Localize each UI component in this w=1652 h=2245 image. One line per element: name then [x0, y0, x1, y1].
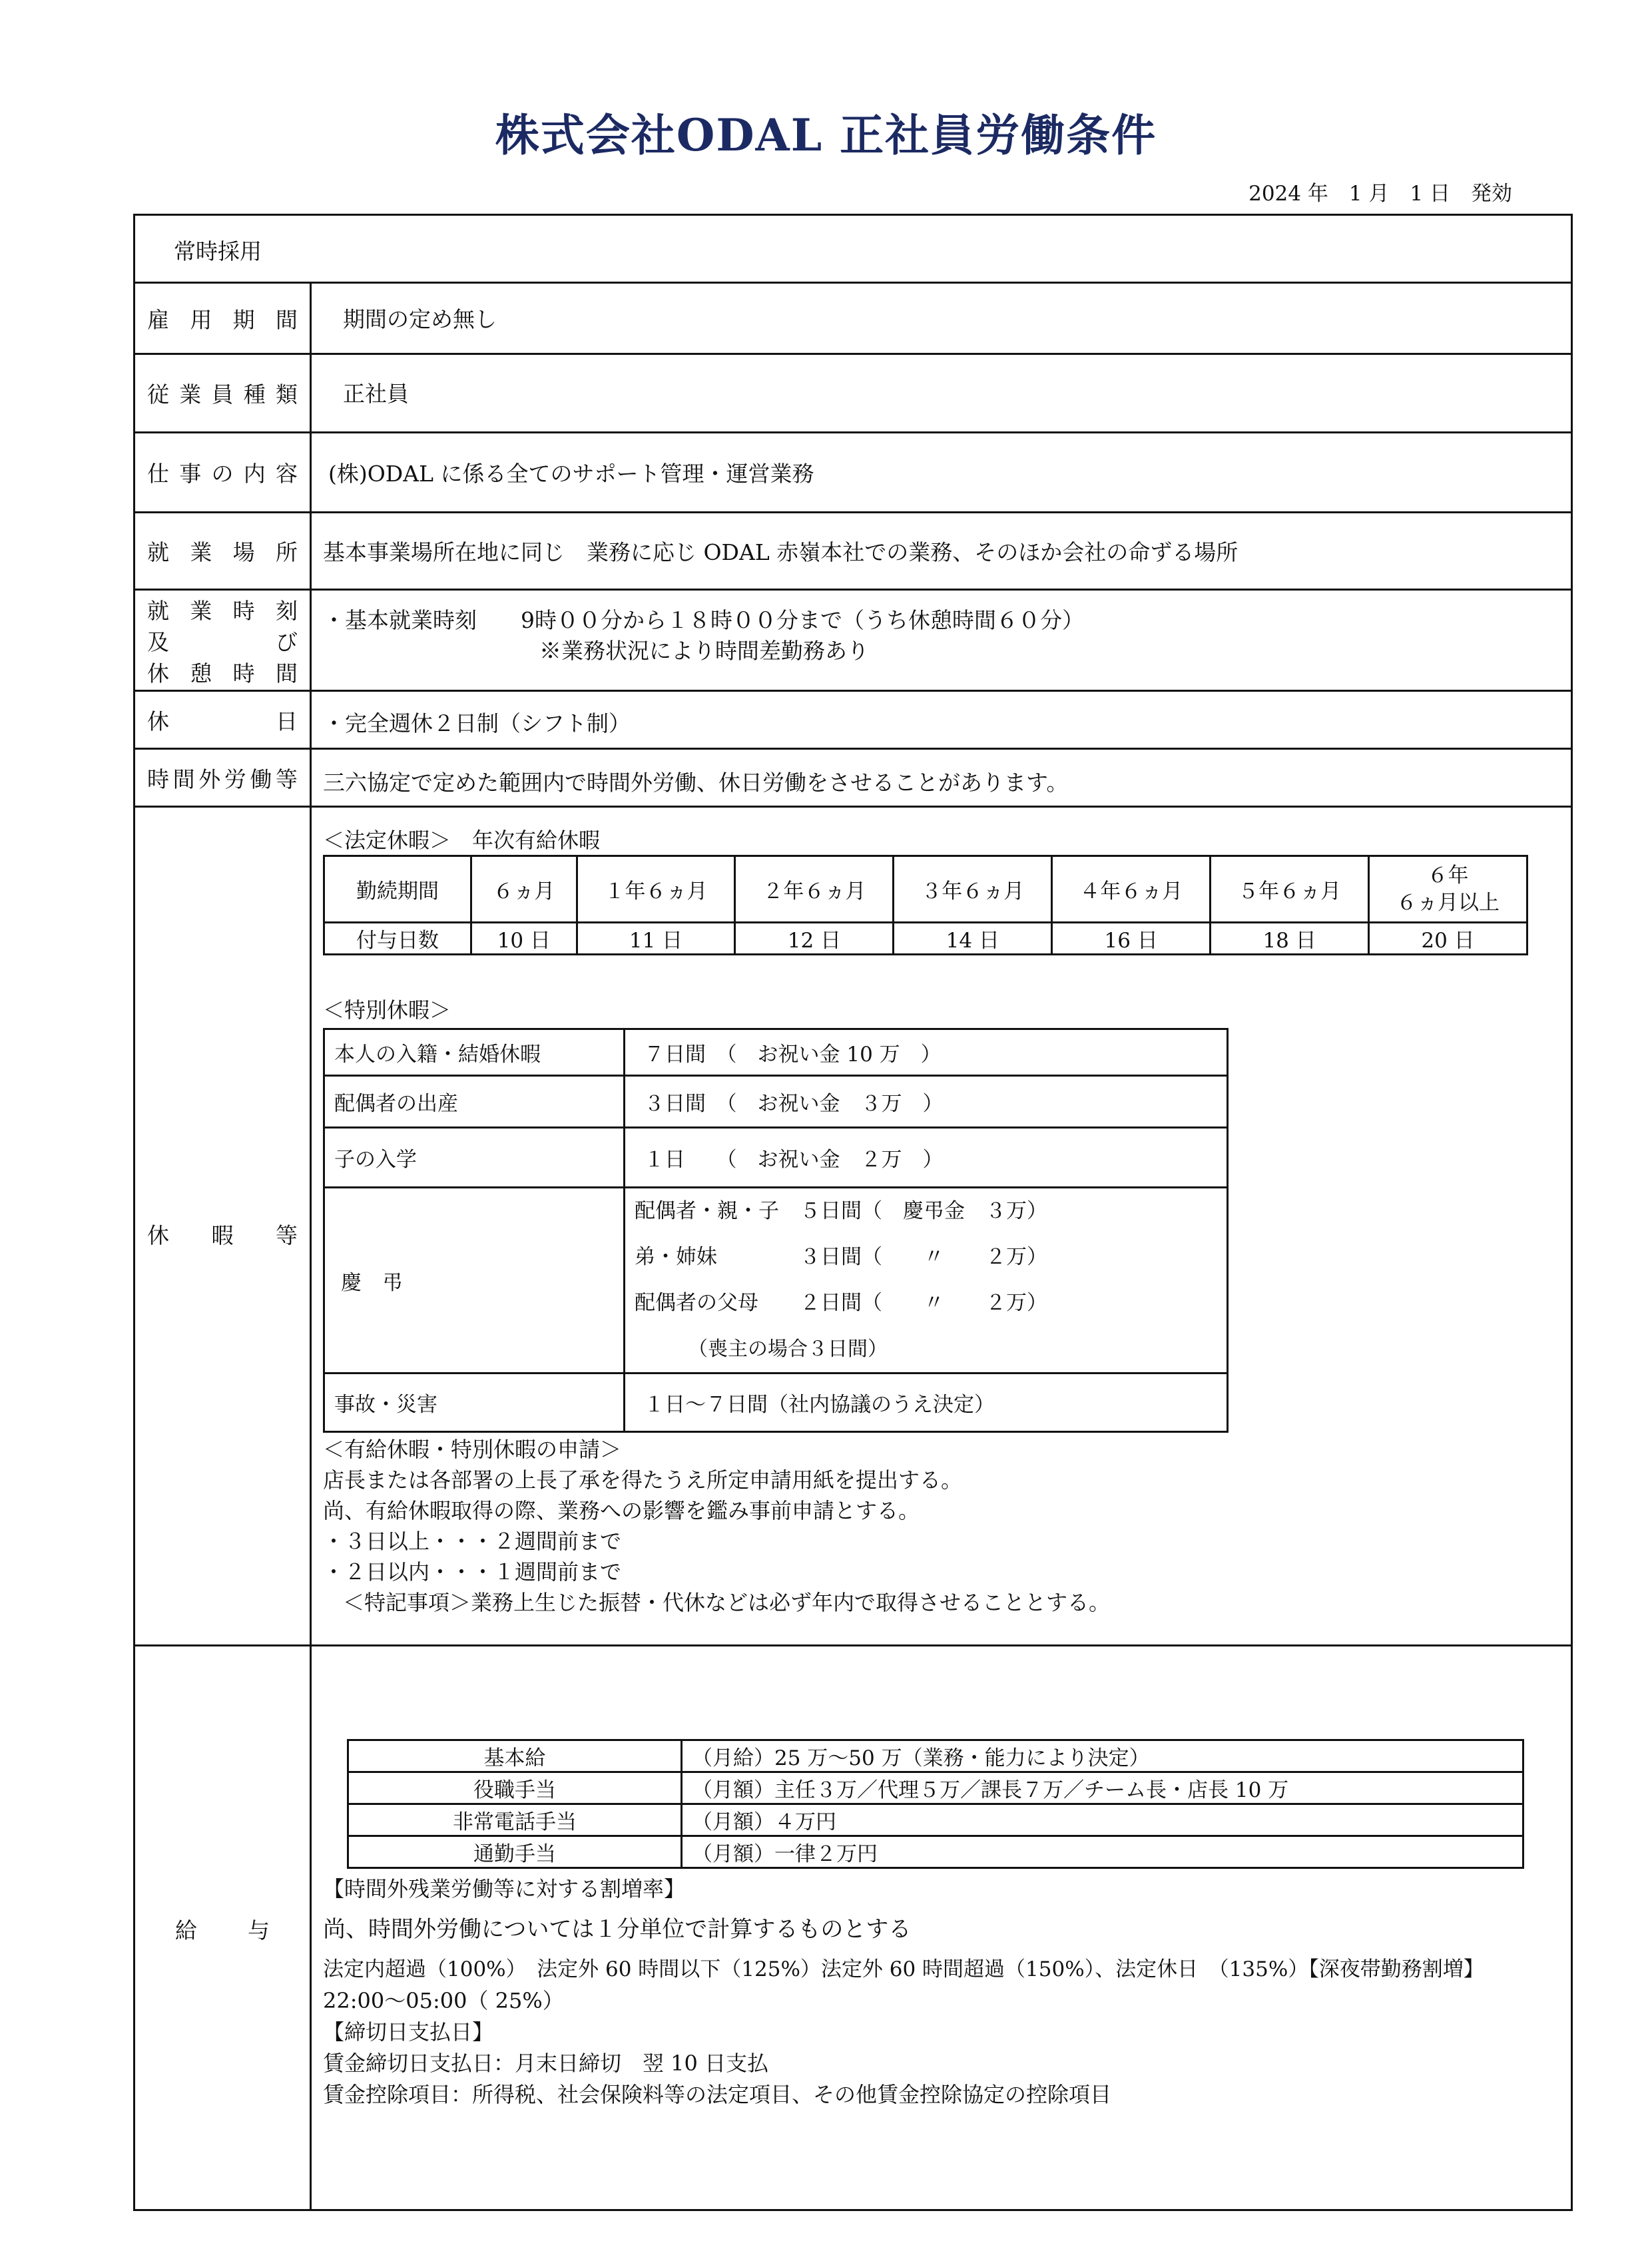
salary-note-heading: 【時間外残業労働等に対する割増率】 [323, 1876, 686, 1901]
annual-leave-days-header: 付与日数 [324, 923, 471, 955]
salary-item-detail: （月額）一律２万円 [682, 1836, 1523, 1868]
annual-leave-period: １年６ヵ月 [577, 856, 735, 923]
value-job-content: (株)ODAL に係る全てのサポート管理・運営業務 [328, 461, 814, 487]
special-leave-heading: ＜特別休暇＞ [323, 997, 451, 1023]
salary-table [347, 1739, 1524, 1869]
label-work-location: 就 業 場 所 [147, 539, 298, 565]
salary-note-line: 尚、時間外労働については１分単位で計算するものとする [323, 1916, 912, 1943]
salary-item-detail: （月額）４万円 [682, 1804, 1523, 1836]
row-divider [135, 690, 1571, 692]
value-work-location: 基本事業場所在地に同じ 業務に応じ ODAL 赤嶺本社での業務、そのほか会社の命ずる場所 [323, 539, 1239, 565]
row-divider [135, 353, 1571, 355]
leave-application-line: 尚、有給休暇取得の際、業務への影響を鑑み事前申請とする。 [323, 1498, 920, 1523]
leave-application-line: ・３日以上・・・２週間前まで [323, 1529, 622, 1554]
row-divider [135, 511, 1571, 513]
special-leave-name: 事故・災害 [324, 1373, 625, 1432]
condolence-line: 配偶者・親・子 ５日間（ 慶弔金 ３万） [635, 1199, 1047, 1223]
label-holidays: 休 日 [147, 708, 298, 734]
value-work-hours: ・基本就業時刻 9時００分から１８時００分まで（うち休憩時間６０分） [323, 607, 1084, 633]
leave-application-line: 店長または各部署の上長了承を得たうえ所定申請用紙を提出する。 [323, 1467, 963, 1493]
annual-leave-days: 16 日 [1052, 923, 1211, 955]
salary-item-name: 通勤手当 [348, 1836, 682, 1868]
value-overtime: 三六協定で定めた範囲内で時間外労働、休日労働をさせることがあります。 [323, 770, 1069, 796]
header-row-text: 常時採用 [174, 238, 262, 264]
special-leave-detail: １日 （ お祝い金 ２万 ） [625, 1128, 1228, 1188]
condolence-line: （喪主の場合３日間） [688, 1338, 888, 1361]
salary-note-line: 賃金締切日支払日：月末日締切 翌 10 日支払 [323, 2051, 769, 2076]
salary-note-line: 法定内超過（100%） 法定外 60 時間以下（125%）法定外 60 時間超過（150%）、法定休日 （135%）【深夜帯勤務割増】 [323, 1957, 1484, 1981]
label-leave: 休 暇 等 [147, 1222, 298, 1248]
special-leave-name: 本人の入籍・結婚休暇 [324, 1029, 625, 1076]
annual-leave-days: 11 日 [577, 923, 735, 955]
leave-application-note: ＜特記事項＞業務上生じた振替・代休などは必ず年内で取得させることとする。 [343, 1590, 1111, 1615]
row-divider [135, 748, 1571, 750]
annual-leave-period: ６ヵ月 [471, 856, 577, 923]
special-leave-table [323, 1028, 1229, 1433]
annual-leave-days: 18 日 [1211, 923, 1369, 955]
salary-note-line: 22:00～05:00（ 25%） [323, 1988, 564, 2013]
value-employee-type: 正社員 [343, 381, 409, 407]
special-leave-detail: １日～７日間（社内協議のうえ決定） [625, 1373, 1228, 1432]
value-holidays: ・完全週休２日制（シフト制） [323, 710, 631, 736]
salary-note-heading: 【締切日支払日】 [323, 2019, 494, 2045]
label-salary: 給 与 [175, 1917, 270, 1943]
condolence-line: 弟・姉妹 ３日間（ 〃 ２万） [635, 1245, 1047, 1269]
special-leave-name: 配偶者の出産 [324, 1076, 625, 1128]
issued-date: 2024 年 1 月 1 日 発効 [1248, 182, 1512, 206]
salary-item-name: 役職手当 [348, 1772, 682, 1804]
label-overtime: 時間外労働等 [147, 766, 298, 792]
salary-item-detail: （月額）主任３万／代理５万／課長７万／チーム長・店長 10 万 [682, 1772, 1523, 1804]
row-divider [135, 589, 1571, 591]
special-leave-detail: ３日間 （ お祝い金 ３万 ） [625, 1076, 1228, 1128]
row-divider [135, 431, 1571, 433]
row-divider [135, 806, 1571, 808]
special-leave-detail: ７日間 （ お祝い金 10 万 ） [625, 1029, 1228, 1076]
value-employment-period: 期間の定め無し [343, 306, 497, 332]
annual-leave-period: ２年６ヵ月 [735, 856, 894, 923]
annual-leave-period: ６年 ６ヵ月以上 [1369, 856, 1527, 923]
annual-leave-period-header: 勤続期間 [324, 856, 471, 923]
salary-item-name: 基本給 [348, 1740, 682, 1772]
annual-leave-days: 12 日 [735, 923, 894, 955]
annual-leave-table [323, 855, 1528, 955]
label-job-content: 仕 事 の 内 容 [147, 461, 298, 487]
annual-leave-days: 14 日 [894, 923, 1052, 955]
annual-leave-days: 10 日 [471, 923, 577, 955]
special-leave-name: 子の入学 [324, 1128, 625, 1188]
special-leave-name: 慶 弔 [324, 1188, 625, 1373]
label-employee-type: 従 業 員 種 類 [147, 381, 298, 407]
salary-note-line: 賃金控除項目：所得税、社会保険料等の法定項目、その他賃金控除協定の控除項目 [323, 2082, 1112, 2107]
annual-leave-period: ４年６ヵ月 [1052, 856, 1211, 923]
label-employment-period: 雇 用 期 間 [147, 306, 298, 333]
annual-leave-period: ５年６ヵ月 [1211, 856, 1369, 923]
annual-leave-days: 20 日 [1369, 923, 1527, 955]
condolence-details [625, 1188, 1228, 1373]
label-work-hours: 就 業 時 刻 及 び 休 憩 時 間 [147, 598, 298, 686]
condolence-line: 配偶者の父母 ２日間（ 〃 ２万） [635, 1291, 1047, 1315]
value-work-hours-note: ※業務状況により時間差勤務あり [539, 638, 869, 664]
salary-item-name: 非常電話手当 [348, 1804, 682, 1836]
salary-item-detail: （月給）25 万～50 万（業務・能力により決定） [682, 1740, 1523, 1772]
leave-application-heading: ＜有給休暇・特別休暇の申請＞ [323, 1437, 622, 1462]
document-title: 株式会社ODAL 正社員労働条件 [495, 109, 1157, 161]
row-divider [135, 1644, 1571, 1646]
leave-application-line: ・２日以内・・・１週間前まで [323, 1559, 622, 1585]
annual-leave-period: ３年６ヵ月 [894, 856, 1052, 923]
column-divider [310, 284, 312, 2211]
annual-leave-heading: ＜法定休暇＞ 年次有給休暇 [323, 828, 601, 853]
row-divider [135, 282, 1571, 284]
conditions-table [133, 214, 1573, 2211]
